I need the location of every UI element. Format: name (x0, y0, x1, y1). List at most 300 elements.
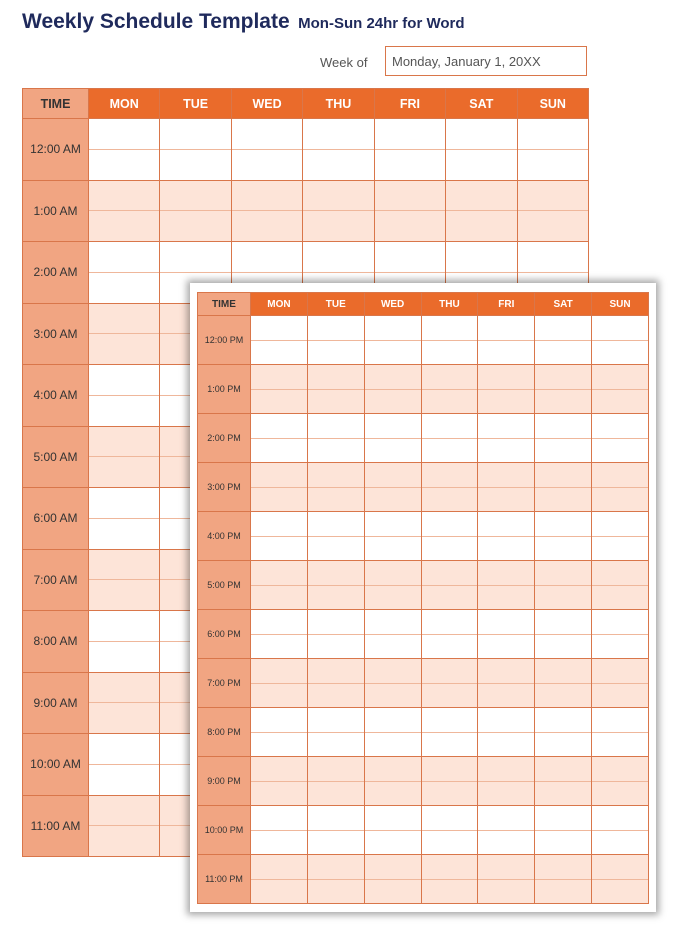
schedule-cell[interactable] (592, 585, 649, 610)
schedule-cell[interactable] (89, 641, 160, 672)
schedule-cell[interactable] (592, 414, 649, 439)
schedule-cell[interactable] (478, 585, 535, 610)
schedule-cell[interactable] (535, 463, 592, 488)
schedule-cell[interactable] (251, 855, 308, 880)
schedule-cell[interactable] (307, 340, 364, 365)
table-row (198, 536, 649, 561)
schedule-cell[interactable] (307, 708, 364, 733)
schedule-cell[interactable] (446, 211, 517, 242)
schedule-cell[interactable] (374, 149, 445, 180)
schedule-cell[interactable] (478, 708, 535, 733)
schedule-cell[interactable] (535, 806, 592, 831)
schedule-cell[interactable] (303, 180, 374, 211)
table-row (198, 585, 649, 610)
schedule-cell[interactable] (421, 757, 478, 782)
table-row (23, 149, 589, 180)
column-header-7: SUN (517, 89, 588, 119)
schedule-cell[interactable] (307, 487, 364, 512)
schedule-cell[interactable] (535, 757, 592, 782)
table-row (198, 389, 649, 414)
column-header-5: FRI (478, 293, 535, 316)
schedule-cell[interactable] (160, 180, 231, 211)
table-row (198, 708, 649, 733)
table-row (198, 438, 649, 463)
schedule-cell[interactable] (89, 826, 160, 857)
schedule-cell[interactable] (89, 149, 160, 180)
schedule-cell[interactable] (517, 242, 588, 273)
schedule-cell[interactable] (364, 316, 421, 341)
schedule-cell[interactable] (251, 536, 308, 561)
table-row (198, 757, 649, 782)
schedule-cell[interactable] (535, 732, 592, 757)
week-of-label: Week of (320, 55, 368, 70)
schedule-cell[interactable] (307, 830, 364, 855)
table-row (198, 414, 649, 439)
time-label: 7:00 AM (23, 549, 89, 611)
column-header-5: FRI (374, 89, 445, 119)
schedule-cell[interactable] (364, 732, 421, 757)
schedule-cell[interactable] (303, 149, 374, 180)
schedule-cell[interactable] (231, 242, 302, 273)
schedule-cell[interactable] (592, 389, 649, 414)
schedule-cell[interactable] (592, 757, 649, 782)
schedule-cell[interactable] (421, 512, 478, 537)
schedule-cell[interactable] (421, 414, 478, 439)
schedule-cell[interactable] (89, 611, 160, 642)
schedule-cell[interactable] (364, 463, 421, 488)
title-main: Weekly Schedule Template (22, 10, 290, 33)
schedule-cell[interactable] (592, 781, 649, 806)
pm-schedule-page (190, 283, 656, 912)
time-label: 3:00 PM (198, 463, 251, 512)
schedule-cell[interactable] (160, 211, 231, 242)
schedule-cell[interactable] (535, 414, 592, 439)
schedule-cell[interactable] (364, 683, 421, 708)
schedule-cell[interactable] (89, 672, 160, 703)
schedule-cell[interactable] (307, 389, 364, 414)
schedule-cell[interactable] (89, 703, 160, 734)
schedule-cell[interactable] (374, 242, 445, 273)
schedule-cell[interactable] (535, 340, 592, 365)
schedule-cell[interactable] (251, 512, 308, 537)
schedule-cell[interactable] (535, 487, 592, 512)
schedule-cell[interactable] (364, 340, 421, 365)
column-header-1: MON (89, 89, 160, 119)
table-row (198, 365, 649, 390)
schedule-cell[interactable] (421, 610, 478, 635)
schedule-cell[interactable] (478, 683, 535, 708)
schedule-cell[interactable] (307, 855, 364, 880)
schedule-cell[interactable] (364, 659, 421, 684)
schedule-cell[interactable] (421, 561, 478, 586)
schedule-cell[interactable] (478, 610, 535, 635)
schedule-cell[interactable] (89, 180, 160, 211)
schedule-cell[interactable] (592, 561, 649, 586)
schedule-cell[interactable] (364, 806, 421, 831)
schedule-cell[interactable] (251, 340, 308, 365)
schedule-cell[interactable] (421, 879, 478, 904)
schedule-cell[interactable] (592, 732, 649, 757)
schedule-cell[interactable] (89, 395, 160, 426)
schedule-cell[interactable] (421, 683, 478, 708)
table-row (198, 512, 649, 537)
schedule-cell[interactable] (89, 365, 160, 396)
schedule-cell[interactable] (478, 512, 535, 537)
table-row (198, 683, 649, 708)
schedule-cell[interactable] (535, 316, 592, 341)
column-header-6: SAT (446, 89, 517, 119)
schedule-cell[interactable] (535, 659, 592, 684)
schedule-cell[interactable] (251, 389, 308, 414)
schedule-cell[interactable] (592, 683, 649, 708)
schedule-cell[interactable] (421, 732, 478, 757)
schedule-cell[interactable] (592, 340, 649, 365)
time-label: 1:00 PM (198, 365, 251, 414)
schedule-cell[interactable] (421, 659, 478, 684)
schedule-cell[interactable] (307, 634, 364, 659)
schedule-cell[interactable] (307, 879, 364, 904)
schedule-cell[interactable] (89, 764, 160, 795)
schedule-cell[interactable] (364, 634, 421, 659)
schedule-cell[interactable] (251, 487, 308, 512)
schedule-cell[interactable] (364, 610, 421, 635)
schedule-cell[interactable] (535, 512, 592, 537)
schedule-cell[interactable] (251, 757, 308, 782)
table-row (198, 879, 649, 904)
schedule-cell[interactable] (592, 365, 649, 390)
schedule-cell[interactable] (535, 855, 592, 880)
schedule-cell[interactable] (307, 683, 364, 708)
table-row (198, 634, 649, 659)
table-row (198, 830, 649, 855)
schedule-cell[interactable] (478, 561, 535, 586)
column-header-0: TIME (23, 89, 89, 119)
time-label: 11:00 PM (198, 855, 251, 904)
schedule-cell[interactable] (251, 316, 308, 341)
schedule-cell[interactable] (535, 389, 592, 414)
schedule-cell[interactable] (592, 806, 649, 831)
schedule-cell[interactable] (307, 438, 364, 463)
time-label: 11:00 AM (23, 795, 89, 857)
schedule-cell[interactable] (421, 438, 478, 463)
table-row (23, 119, 589, 150)
schedule-cell[interactable] (478, 634, 535, 659)
schedule-cell[interactable] (478, 757, 535, 782)
table-row (198, 316, 649, 341)
schedule-cell[interactable] (364, 855, 421, 880)
schedule-cell[interactable] (478, 340, 535, 365)
table-row (198, 463, 649, 488)
table-row (23, 180, 589, 211)
schedule-cell[interactable] (421, 536, 478, 561)
week-of-field[interactable]: Monday, January 1, 20XX (385, 46, 587, 76)
table-row (198, 855, 649, 880)
schedule-cell[interactable] (592, 708, 649, 733)
time-label: 4:00 AM (23, 365, 89, 427)
schedule-cell[interactable] (89, 734, 160, 765)
schedule-cell[interactable] (421, 830, 478, 855)
time-label: 2:00 AM (23, 242, 89, 304)
schedule-cell[interactable] (374, 180, 445, 211)
schedule-cell[interactable] (446, 180, 517, 211)
schedule-cell[interactable] (535, 536, 592, 561)
schedule-cell[interactable] (478, 463, 535, 488)
schedule-cell[interactable] (160, 149, 231, 180)
schedule-cell[interactable] (478, 781, 535, 806)
schedule-cell[interactable] (535, 781, 592, 806)
schedule-cell[interactable] (535, 683, 592, 708)
time-label: 9:00 AM (23, 672, 89, 734)
schedule-cell[interactable] (251, 879, 308, 904)
schedule-cell[interactable] (303, 211, 374, 242)
schedule-cell[interactable] (307, 757, 364, 782)
schedule-cell[interactable] (251, 634, 308, 659)
schedule-cell[interactable] (89, 242, 160, 273)
schedule-cell[interactable] (89, 795, 160, 826)
schedule-cell[interactable] (517, 119, 588, 150)
schedule-cell[interactable] (535, 830, 592, 855)
schedule-cell[interactable] (535, 879, 592, 904)
schedule-cell[interactable] (535, 610, 592, 635)
time-label: 3:00 AM (23, 303, 89, 365)
schedule-cell[interactable] (421, 487, 478, 512)
schedule-cell[interactable] (592, 438, 649, 463)
schedule-cell[interactable] (364, 585, 421, 610)
schedule-cell[interactable] (307, 561, 364, 586)
schedule-cell[interactable] (517, 149, 588, 180)
column-header-3: WED (364, 293, 421, 316)
table-row (198, 561, 649, 586)
schedule-cell[interactable] (307, 732, 364, 757)
schedule-cell[interactable] (307, 659, 364, 684)
schedule-cell[interactable] (446, 149, 517, 180)
schedule-cell[interactable] (251, 830, 308, 855)
table-row (198, 340, 649, 365)
table-row (23, 211, 589, 242)
schedule-cell[interactable] (421, 806, 478, 831)
table-row (198, 487, 649, 512)
schedule-cell[interactable] (592, 487, 649, 512)
schedule-cell[interactable] (251, 585, 308, 610)
schedule-cell[interactable] (478, 879, 535, 904)
schedule-cell[interactable] (307, 463, 364, 488)
schedule-cell[interactable] (478, 438, 535, 463)
schedule-cell[interactable] (364, 487, 421, 512)
schedule-cell[interactable] (517, 211, 588, 242)
time-label: 4:00 PM (198, 512, 251, 561)
schedule-cell[interactable] (251, 463, 308, 488)
pm-schedule-table (197, 292, 649, 904)
schedule-cell[interactable] (303, 119, 374, 150)
schedule-cell[interactable] (251, 438, 308, 463)
schedule-cell[interactable] (478, 316, 535, 341)
schedule-cell[interactable] (535, 585, 592, 610)
schedule-cell[interactable] (364, 438, 421, 463)
schedule-cell[interactable] (307, 585, 364, 610)
schedule-cell[interactable] (364, 757, 421, 782)
schedule-cell[interactable] (478, 806, 535, 831)
schedule-cell[interactable] (89, 426, 160, 457)
schedule-cell[interactable] (364, 389, 421, 414)
column-header-7: SUN (592, 293, 649, 316)
schedule-cell[interactable] (478, 659, 535, 684)
schedule-cell[interactable] (364, 512, 421, 537)
schedule-cell[interactable] (592, 463, 649, 488)
schedule-cell[interactable] (160, 119, 231, 150)
schedule-cell[interactable] (421, 781, 478, 806)
document-title (22, 10, 465, 34)
schedule-cell[interactable] (364, 879, 421, 904)
schedule-cell[interactable] (535, 634, 592, 659)
schedule-cell[interactable] (364, 536, 421, 561)
schedule-cell[interactable] (307, 365, 364, 390)
table-row (198, 806, 649, 831)
schedule-cell[interactable] (421, 585, 478, 610)
schedule-cell[interactable] (592, 316, 649, 341)
schedule-cell[interactable] (421, 855, 478, 880)
schedule-cell[interactable] (421, 463, 478, 488)
schedule-cell[interactable] (251, 561, 308, 586)
schedule-cell[interactable] (421, 389, 478, 414)
schedule-cell[interactable] (364, 414, 421, 439)
time-label: 6:00 AM (23, 488, 89, 550)
schedule-cell[interactable] (251, 683, 308, 708)
schedule-cell[interactable] (307, 781, 364, 806)
schedule-cell[interactable] (535, 561, 592, 586)
schedule-cell[interactable] (251, 708, 308, 733)
schedule-cell[interactable] (592, 512, 649, 537)
title-subtitle: Mon-Sun 24hr for Word (298, 15, 465, 32)
schedule-cell[interactable] (307, 806, 364, 831)
schedule-cell[interactable] (251, 365, 308, 390)
schedule-cell[interactable] (364, 365, 421, 390)
schedule-cell[interactable] (535, 438, 592, 463)
schedule-cell[interactable] (535, 365, 592, 390)
schedule-cell[interactable] (478, 732, 535, 757)
schedule-cell[interactable] (307, 316, 364, 341)
table-row (198, 659, 649, 684)
time-label: 8:00 PM (198, 708, 251, 757)
schedule-cell[interactable] (535, 708, 592, 733)
column-header-3: WED (231, 89, 302, 119)
schedule-cell[interactable] (446, 119, 517, 150)
header-row (198, 293, 649, 316)
column-header-0: TIME (198, 293, 251, 316)
schedule-cell[interactable] (478, 389, 535, 414)
schedule-cell[interactable] (446, 242, 517, 273)
schedule-cell[interactable] (89, 119, 160, 150)
schedule-cell[interactable] (89, 488, 160, 519)
time-label: 10:00 PM (198, 806, 251, 855)
schedule-cell[interactable] (251, 659, 308, 684)
schedule-cell[interactable] (307, 414, 364, 439)
schedule-cell[interactable] (251, 414, 308, 439)
table-row (198, 732, 649, 757)
schedule-cell[interactable] (592, 634, 649, 659)
column-header-2: TUE (160, 89, 231, 119)
table-row (23, 242, 589, 273)
time-label: 10:00 AM (23, 734, 89, 796)
schedule-cell[interactable] (231, 211, 302, 242)
schedule-cell[interactable] (231, 119, 302, 150)
schedule-cell[interactable] (478, 414, 535, 439)
schedule-cell[interactable] (89, 211, 160, 242)
schedule-cell[interactable] (374, 211, 445, 242)
schedule-cell[interactable] (160, 242, 231, 273)
schedule-cell[interactable] (421, 634, 478, 659)
schedule-cell[interactable] (421, 316, 478, 341)
schedule-cell[interactable] (421, 340, 478, 365)
schedule-cell[interactable] (364, 708, 421, 733)
column-header-4: THU (303, 89, 374, 119)
schedule-cell[interactable] (89, 303, 160, 334)
schedule-cell[interactable] (478, 855, 535, 880)
schedule-cell[interactable] (421, 708, 478, 733)
schedule-cell[interactable] (251, 732, 308, 757)
schedule-cell[interactable] (89, 272, 160, 303)
table-row (198, 781, 649, 806)
schedule-cell[interactable] (592, 610, 649, 635)
schedule-cell[interactable] (89, 518, 160, 549)
schedule-cell[interactable] (89, 334, 160, 365)
schedule-cell[interactable] (307, 512, 364, 537)
schedule-cell[interactable] (478, 830, 535, 855)
schedule-cell[interactable] (231, 180, 302, 211)
time-label: 5:00 AM (23, 426, 89, 488)
time-label: 12:00 PM (198, 316, 251, 365)
schedule-cell[interactable] (592, 879, 649, 904)
column-header-4: THU (421, 293, 478, 316)
time-label: 12:00 AM (23, 119, 89, 181)
schedule-cell[interactable] (364, 561, 421, 586)
schedule-cell[interactable] (517, 180, 588, 211)
header-row (23, 89, 589, 119)
schedule-cell[interactable] (89, 580, 160, 611)
schedule-cell[interactable] (251, 610, 308, 635)
schedule-cell[interactable] (307, 536, 364, 561)
column-header-1: MON (251, 293, 308, 316)
time-label: 1:00 AM (23, 180, 89, 242)
column-header-2: TUE (307, 293, 364, 316)
column-header-6: SAT (535, 293, 592, 316)
schedule-cell[interactable] (592, 659, 649, 684)
schedule-cell[interactable] (364, 830, 421, 855)
schedule-cell[interactable] (364, 781, 421, 806)
time-label: 8:00 AM (23, 611, 89, 673)
schedule-cell[interactable] (478, 365, 535, 390)
schedule-cell[interactable] (592, 855, 649, 880)
table-row (198, 610, 649, 635)
schedule-cell[interactable] (251, 781, 308, 806)
schedule-cell[interactable] (421, 365, 478, 390)
time-label: 5:00 PM (198, 561, 251, 610)
time-label: 7:00 PM (198, 659, 251, 708)
time-label: 2:00 PM (198, 414, 251, 463)
schedule-cell[interactable] (251, 806, 308, 831)
time-label: 9:00 PM (198, 757, 251, 806)
time-label: 6:00 PM (198, 610, 251, 659)
schedule-cell[interactable] (478, 536, 535, 561)
schedule-cell[interactable] (592, 536, 649, 561)
schedule-cell[interactable] (231, 149, 302, 180)
schedule-cell[interactable] (478, 487, 535, 512)
schedule-cell[interactable] (89, 457, 160, 488)
schedule-cell[interactable] (89, 549, 160, 580)
schedule-cell[interactable] (374, 119, 445, 150)
schedule-cell[interactable] (303, 242, 374, 273)
schedule-cell[interactable] (307, 610, 364, 635)
schedule-cell[interactable] (592, 830, 649, 855)
